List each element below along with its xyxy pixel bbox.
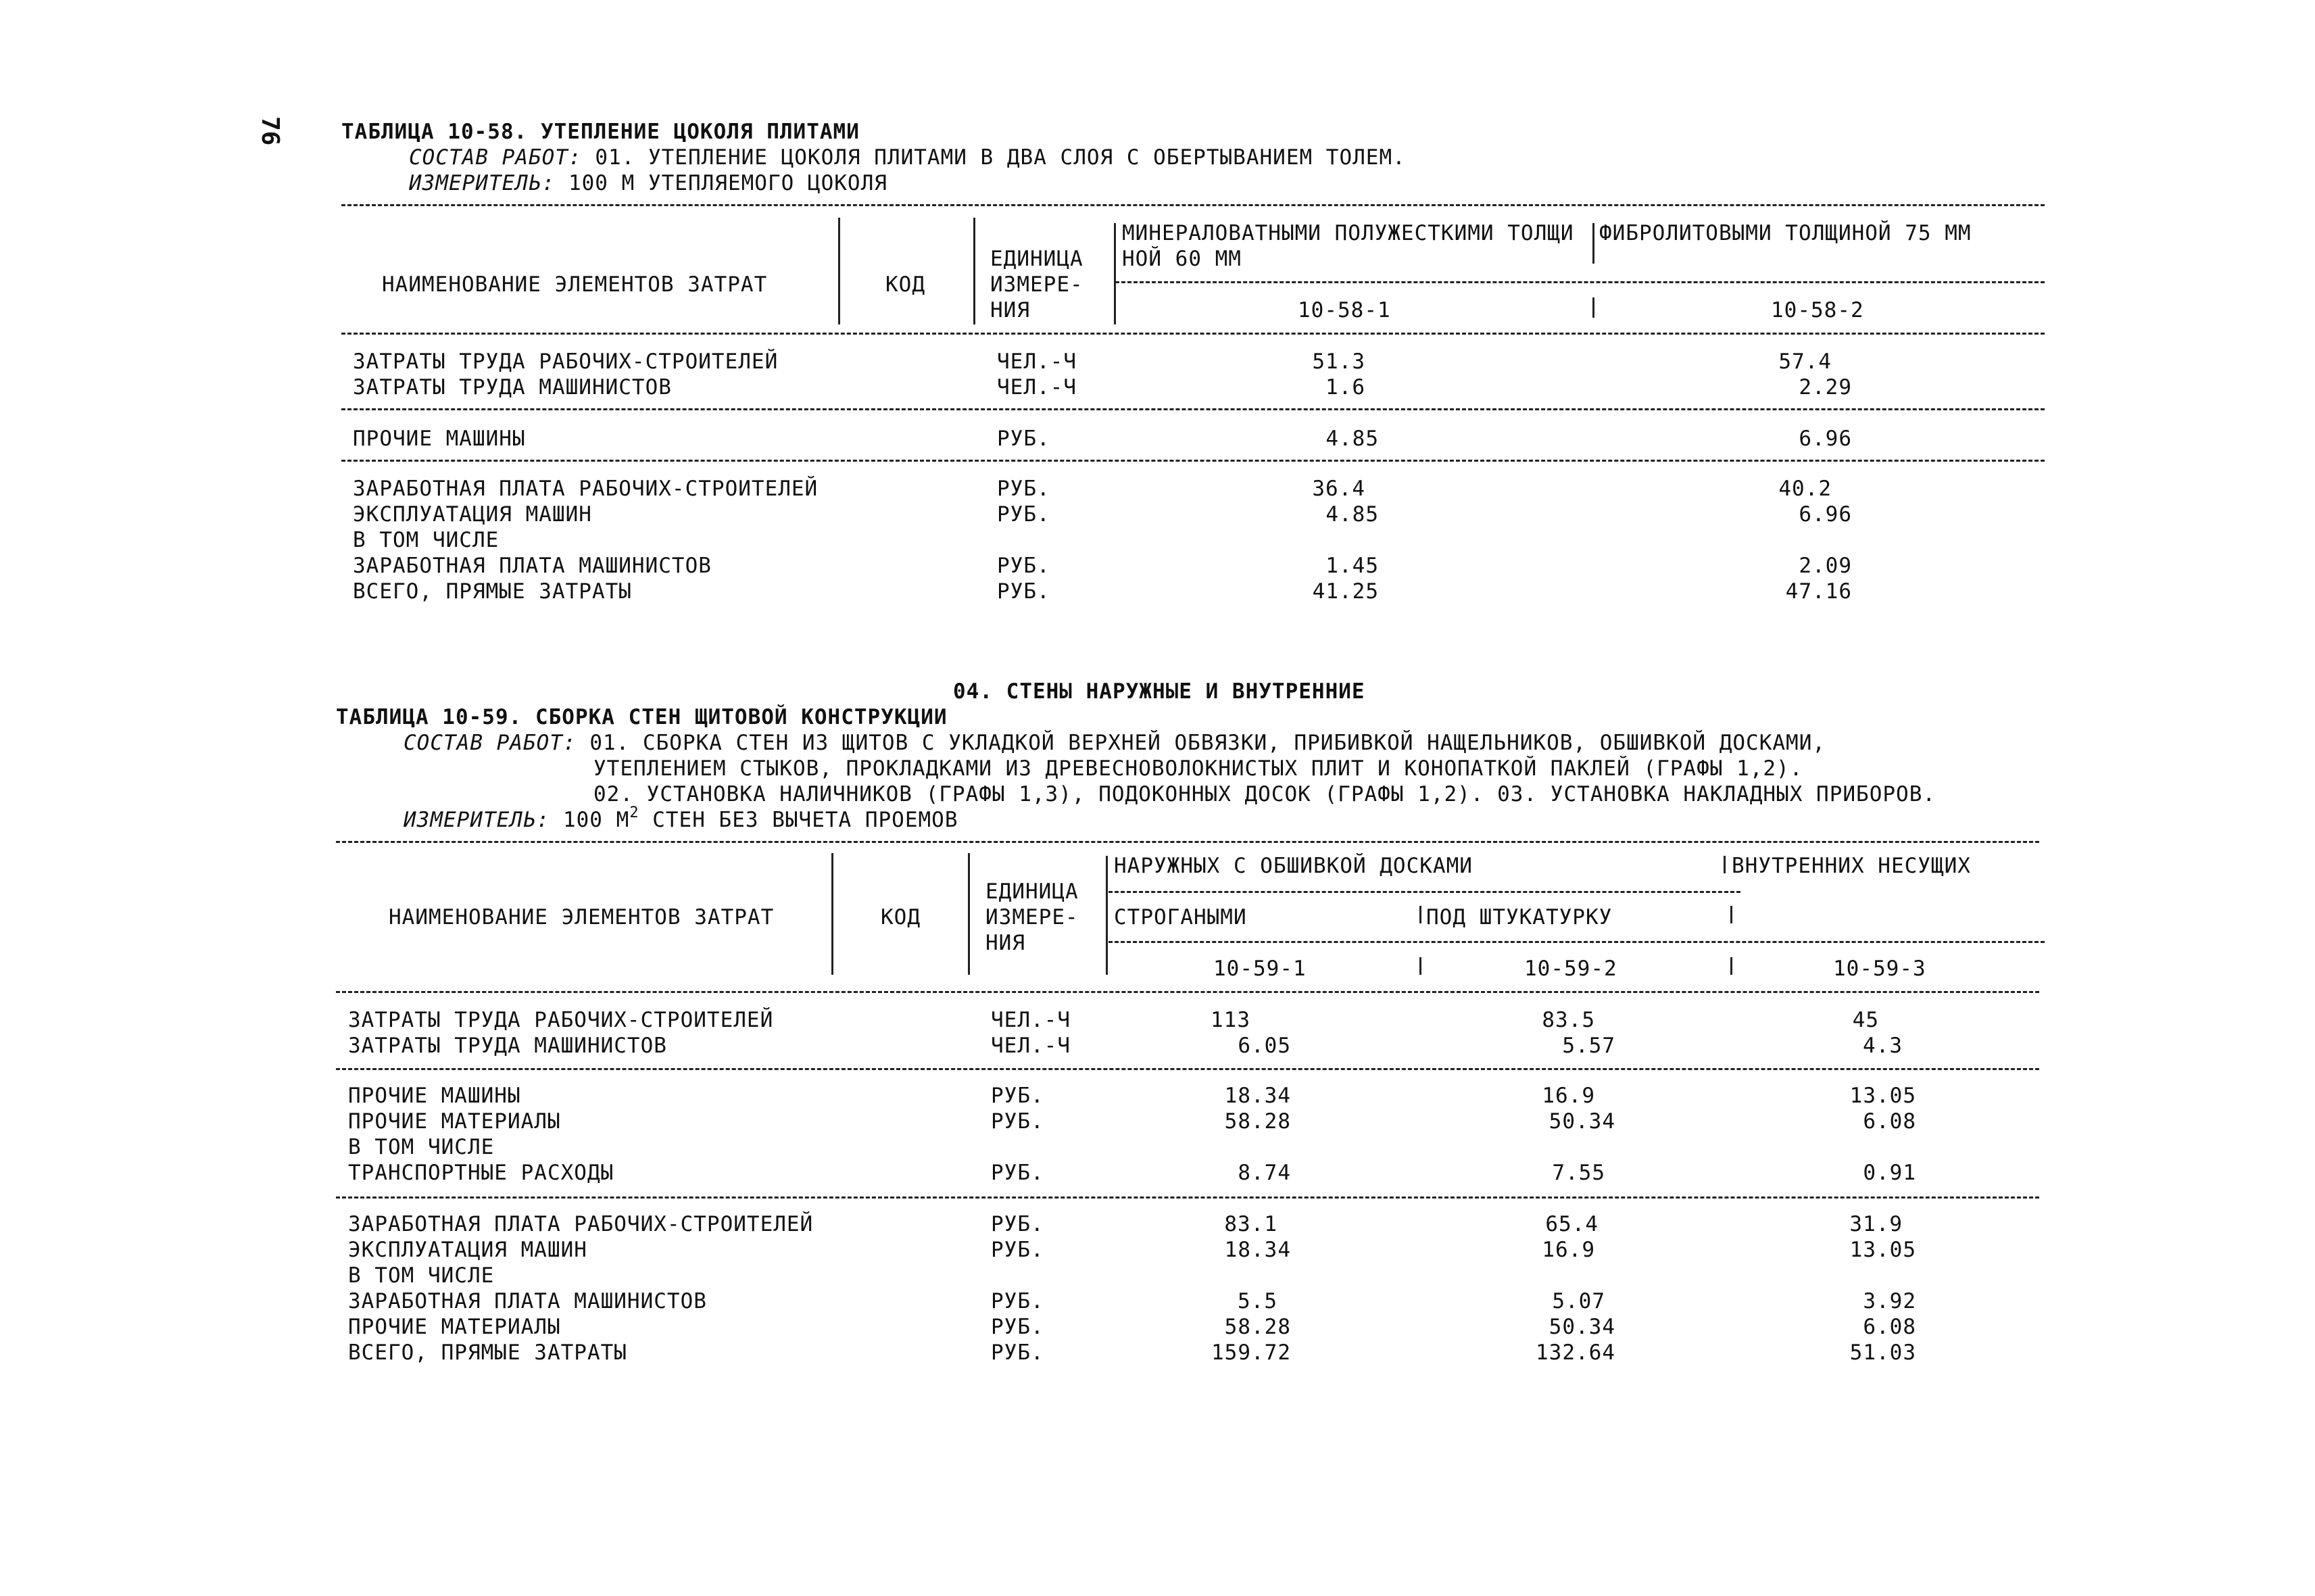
table-59-title: ТАБЛИЦА 10-59. СБОРКА СТЕН ЩИТОВОЙ КОНСТРУКЦИИ <box>336 705 948 729</box>
code-10-58-1: 10-58-1 <box>1298 298 1391 322</box>
rule <box>1108 941 2045 943</box>
header-kod: КОД <box>885 272 925 297</box>
row-name: ЗАТРАТЫ ТРУДА РАБОЧИХ-СТРОИТЕЛЕЙ <box>353 349 779 374</box>
rule <box>336 1196 2039 1199</box>
row-unit: РУБ. <box>991 1084 1044 1108</box>
row-value: 4.3 <box>1863 1034 1903 1058</box>
row-unit: РУБ. <box>997 579 1050 604</box>
row-value: 45 <box>1852 1008 1879 1032</box>
row-value: 0.91 <box>1863 1161 1916 1185</box>
row-name: ПРОЧИЕ МАШИНЫ <box>353 427 526 451</box>
column-divider <box>1592 297 1594 318</box>
row-value: 58.28 <box>1224 1315 1291 1339</box>
row-name: ЭКСПЛУАТАЦИЯ МАШИН <box>348 1238 587 1262</box>
column-divider <box>968 853 970 975</box>
header-inner: ВНУТРЕННИХ НЕСУЩИХ <box>1732 854 1971 878</box>
row-value: 6.05 <box>1238 1034 1291 1058</box>
row-value: 7.55 <box>1552 1161 1605 1185</box>
section-title: 04. СТЕНЫ НАРУЖНЫЕ И ВНУТРЕННИЕ <box>953 679 1365 704</box>
sostav-label: СОСТАВ РАБОТ: <box>404 731 577 755</box>
row-value: 6.96 <box>1799 502 1852 527</box>
column-divider <box>973 218 975 324</box>
row-value: 13.05 <box>1849 1238 1916 1262</box>
row-name: ПРОЧИЕ МАШИНЫ <box>348 1084 521 1108</box>
table-58-sostav <box>409 145 1406 170</box>
code-10-59-1: 10-59-1 <box>1213 957 1307 981</box>
row-value: 2.09 <box>1799 554 1852 578</box>
column-divider <box>1592 223 1594 264</box>
table-58-izmeritel <box>409 170 887 196</box>
row-value: 1.6 <box>1325 375 1365 400</box>
header-unit-1: ЕДИНИЦА <box>990 247 1083 271</box>
row-value: 51.3 <box>1312 349 1365 374</box>
row-unit: РУБ. <box>991 1289 1044 1313</box>
row-value: 16.9 <box>1542 1084 1595 1108</box>
row-unit: РУБ. <box>997 502 1050 527</box>
row-name: ЗАТРАТЫ ТРУДА РАБОЧИХ-СТРОИТЕЛЕЙ <box>348 1008 774 1032</box>
column-divider <box>1419 906 1421 923</box>
header-col2: ФИБРОЛИТОВЫМИ ТОЛЩИНОЙ 75 ММ <box>1599 221 1972 245</box>
header-col1-line2: НОЙ 60 ММ <box>1122 247 1242 271</box>
rule <box>341 333 2045 335</box>
row-name: ЗАРАБОТНАЯ ПЛАТА РАБОЧИХ-СТРОИТЕЛЕЙ <box>353 477 819 501</box>
row-value: 36.4 <box>1312 477 1365 501</box>
code-10-59-3: 10-59-3 <box>1833 957 1926 981</box>
column-divider <box>1730 906 1732 923</box>
row-unit: РУБ. <box>991 1161 1044 1185</box>
rule <box>1108 891 1740 893</box>
sostav-label: СОСТАВ РАБОТ: <box>409 145 582 170</box>
header-name: НАИМЕНОВАНИЕ ЭЛЕМЕНТОВ ЗАТРАТ <box>389 905 775 929</box>
row-value: 6.08 <box>1863 1109 1916 1134</box>
header-unit-3: НИЯ <box>985 931 1025 955</box>
header-col1-line1: МИНЕРАЛОВАТНЫМИ ПОЛУЖЕСТКИМИ ТОЛЩИ <box>1122 221 1574 245</box>
rule <box>336 1068 2039 1070</box>
row-value: 1.45 <box>1325 554 1379 578</box>
row-value: 2.29 <box>1799 375 1852 400</box>
row-value: 50.34 <box>1549 1315 1615 1339</box>
row-unit: РУБ. <box>991 1238 1044 1262</box>
izmeritel-sup: 2 <box>629 804 639 821</box>
rule <box>341 460 2045 462</box>
row-name: ЗАТРАТЫ ТРУДА МАШИНИСТОВ <box>353 375 672 400</box>
rule <box>1115 281 2045 283</box>
row-value: 31.9 <box>1849 1212 1903 1236</box>
izmeritel-text-a: 100 М <box>562 808 630 832</box>
row-name: ЗАТРАТЫ ТРУДА МАШИНИСТОВ <box>348 1034 667 1058</box>
code-10-59-2: 10-59-2 <box>1524 957 1617 981</box>
row-value: 113 <box>1211 1008 1250 1032</box>
row-value: 51.03 <box>1849 1340 1916 1365</box>
izmeritel-label: ИЗМЕРИТЕЛЬ: <box>409 171 556 195</box>
izmeritel-label: ИЗМЕРИТЕЛЬ: <box>404 808 550 832</box>
sostav-line1: 01. СБОРКА СТЕН ИЗ ЩИТОВ С УКЛАДКОЙ ВЕРХНЕЙ ОБВЯЗКИ, ПРИБИВКОЙ НАЩЕЛЬНИКОВ, ОБШИВКОЙ ДОСКАМИ, <box>589 731 1826 755</box>
row-name: ЗАРАБОТНАЯ ПЛАТА МАШИНИСТОВ <box>353 554 712 578</box>
row-name: ЭКСПЛУАТАЦИЯ МАШИН <box>353 502 592 527</box>
row-name: ТРАНСПОРТНЫЕ РАСХОДЫ <box>348 1161 614 1185</box>
row-value: 3.92 <box>1863 1289 1916 1313</box>
table-59-izmeritel <box>404 804 958 833</box>
column-divider <box>831 853 833 975</box>
row-unit: ЧЕЛ.-Ч <box>997 349 1077 374</box>
row-value: 57.4 <box>1778 349 1832 374</box>
header-unit-3: НИЯ <box>990 298 1030 322</box>
row-value: 65.4 <box>1545 1212 1599 1236</box>
row-name: ПРОЧИЕ МАТЕРИАЛЫ <box>348 1315 561 1339</box>
header-unit-1: ЕДИНИЦА <box>985 879 1079 904</box>
rule <box>341 408 2045 410</box>
header-shtuk: ПОД ШТУКАТУРКУ <box>1426 905 1613 929</box>
column-divider <box>838 218 840 324</box>
row-value: 47.16 <box>1785 579 1852 604</box>
row-value: 4.85 <box>1325 502 1379 527</box>
row-name: В ТОМ ЧИСЛЕ <box>353 528 499 552</box>
code-10-58-2: 10-58-2 <box>1771 298 1864 322</box>
header-unit-2: ИЗМЕРЕ- <box>985 905 1079 929</box>
row-name: ВСЕГО, ПРЯМЫЕ ЗАТРАТЫ <box>353 579 632 604</box>
row-name: ЗАРАБОТНАЯ ПЛАТА РАБОЧИХ-СТРОИТЕЛЕЙ <box>348 1212 814 1236</box>
row-unit: РУБ. <box>991 1109 1044 1134</box>
column-divider <box>1730 957 1732 975</box>
row-unit: ЧЕЛ.-Ч <box>991 1034 1071 1058</box>
column-divider <box>1724 856 1726 873</box>
row-value: 13.05 <box>1849 1084 1916 1108</box>
row-value: 159.72 <box>1211 1340 1291 1365</box>
row-value: 6.96 <box>1799 427 1852 451</box>
table-59-sostav <box>404 730 1826 756</box>
row-value: 18.34 <box>1224 1238 1291 1262</box>
rule <box>336 991 2039 993</box>
header-strog: СТРОГАНЫМИ <box>1114 905 1247 929</box>
row-name: В ТОМ ЧИСЛЕ <box>348 1135 495 1159</box>
row-unit: РУБ. <box>991 1212 1044 1236</box>
column-divider <box>1419 957 1421 975</box>
header-name: НАИМЕНОВАНИЕ ЭЛЕМЕНТОВ ЗАТРАТ <box>382 272 768 297</box>
row-unit: ЧЕЛ.-Ч <box>991 1008 1071 1032</box>
column-divider <box>1106 856 1108 975</box>
izmeritel-text-b: СТЕН БЕЗ ВЫЧЕТА ПРОЕМОВ <box>639 808 958 832</box>
sostav-text: 01. УТЕПЛЕНИЕ ЦОКОЛЯ ПЛИТАМИ В ДВА СЛОЯ С ОБЕРТЫВАНИЕМ ТОЛЕМ. <box>595 145 1406 170</box>
row-unit: РУБ. <box>997 477 1050 501</box>
row-value: 83.5 <box>1542 1008 1595 1032</box>
row-name: ВСЕГО, ПРЯМЫЕ ЗАТРАТЫ <box>348 1340 627 1365</box>
row-unit: РУБ. <box>997 554 1050 578</box>
row-unit: РУБ. <box>991 1340 1044 1365</box>
header-outer: НАРУЖНЫХ С ОБШИВКОЙ ДОСКАМИ <box>1114 854 1473 878</box>
row-value: 41.25 <box>1312 579 1379 604</box>
sostav-line3: 02. УСТАНОВКА НАЛИЧНИКОВ (ГРАФЫ 1,3), ПОДОКОННЫХ ДОСОК (ГРАФЫ 1,2). 03. УСТАНОВКА НАКЛАДНЫХ ПРИБОРОВ. <box>593 782 1936 806</box>
row-value: 40.2 <box>1778 477 1832 501</box>
row-unit: ЧЕЛ.-Ч <box>997 375 1077 400</box>
row-name: В ТОМ ЧИСЛЕ <box>348 1263 495 1288</box>
rule <box>341 204 2045 206</box>
row-unit: РУБ. <box>991 1315 1044 1339</box>
row-value: 4.85 <box>1325 427 1379 451</box>
row-value: 6.08 <box>1863 1315 1916 1339</box>
header-unit-2: ИЗМЕРЕ- <box>990 272 1083 297</box>
row-value: 16.9 <box>1542 1238 1595 1262</box>
row-value: 5.57 <box>1562 1034 1615 1058</box>
row-value: 8.74 <box>1238 1161 1291 1185</box>
row-value: 83.1 <box>1224 1212 1277 1236</box>
page-number: 76 <box>256 116 284 146</box>
row-unit: РУБ. <box>997 427 1050 451</box>
row-value: 5.5 <box>1238 1289 1277 1313</box>
row-value: 58.28 <box>1224 1109 1291 1134</box>
row-name: ПРОЧИЕ МАТЕРИАЛЫ <box>348 1109 561 1134</box>
sostav-line2: УТЕПЛЕНИЕМ СТЫКОВ, ПРОКЛАДКАМИ ИЗ ДРЕВЕСНОВОЛОКНИСТЫХ ПЛИТ И КОНОПАТКОЙ ПАКЛЕЙ (ГРАФЫ 1,2). <box>593 756 1803 781</box>
izmeritel-text: 100 М УТЕПЛЯЕМОГО ЦОКОЛЯ <box>568 171 887 195</box>
column-divider <box>1114 223 1116 324</box>
row-value: 5.07 <box>1552 1289 1605 1313</box>
row-name: ЗАРАБОТНАЯ ПЛАТА МАШИНИСТОВ <box>348 1289 707 1313</box>
row-value: 18.34 <box>1224 1084 1291 1108</box>
rule <box>336 841 2039 843</box>
row-value: 132.64 <box>1536 1340 1615 1365</box>
row-value: 50.34 <box>1549 1109 1615 1134</box>
table-58-title: ТАБЛИЦА 10-58. УТЕПЛЕНИЕ ЦОКОЛЯ ПЛИТАМИ <box>341 120 860 144</box>
header-kod: КОД <box>881 905 921 929</box>
